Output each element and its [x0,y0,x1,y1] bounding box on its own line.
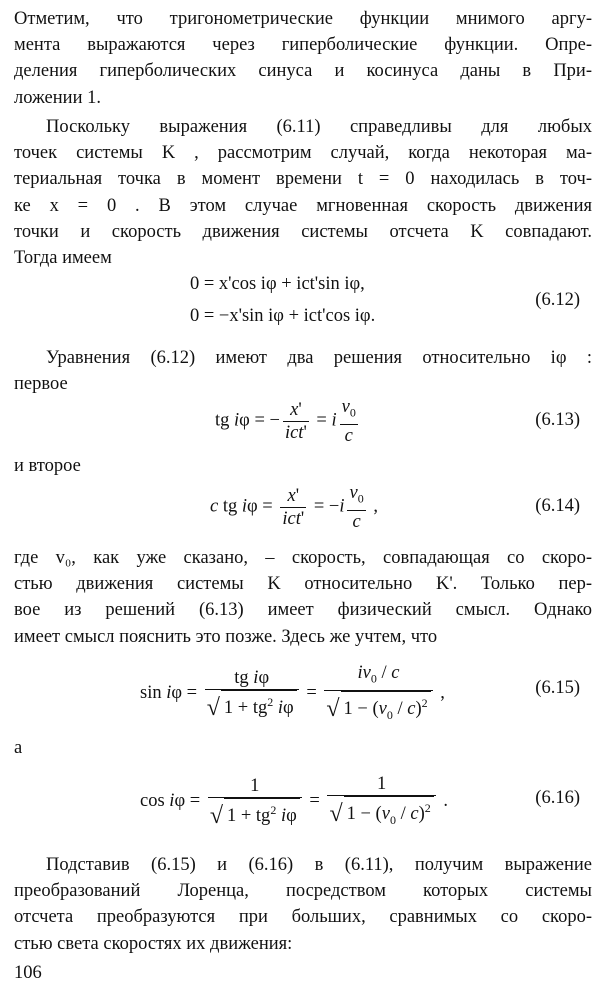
paragraph-4 [14,453,592,479]
text-line: точки и скорость движения системы отсчета K совпадают. [14,221,592,242]
text-line: мента выражаются через гиперболические функции. Опре- [14,35,592,56]
equation-number: (6.15) [535,678,580,698]
page-number: 106 [14,963,42,983]
text-line: деления гиперболических синуса и косинуса даны в При- [14,61,592,82]
text-line: преобразований Лоренца, посредством которых системы [14,881,592,902]
paragraph-7 [14,852,592,957]
equation-6-14: c tg iφ = $\frac{x'}{\text{ict'}}$ = −i $\frac{v_0}{c}$ , [210,483,378,532]
text-line: стью света скоростях их движения: [14,933,293,954]
equation-number: (6.14) [535,496,580,516]
text-line: териальная точка в момент времени t = 0 находилась в точ- [14,169,592,190]
text-line: стью движения системы K относительно K'. Только пер- [14,574,592,595]
equation-6-12-line-1: 0 = x'cos iφ + ict'sin iφ, [190,274,365,294]
text-line: вое из решений (6.13) имеет физический смысл. Однако [14,600,592,621]
paragraph-1 [14,6,592,111]
equation-number: (6.13) [535,410,580,430]
text-line: а [14,738,23,758]
text-line: ке x = 0 . В этом случае мгновенная скорость движения [14,195,592,216]
paragraph-3 [14,345,592,397]
paragraph-6 [14,735,592,761]
text-line: отсчета преобразуются при больших, сравнимых со скоро- [14,907,592,928]
text-line: Уравнения (6.12) имеют два решения относительно iφ : [46,348,592,368]
equation-6-12-line-2: 0 = −x'sin iφ + ict'cos iφ. [190,306,376,326]
text-line: Подставив (6.15) и (6.16) в (6.11), получим выражение [46,855,592,875]
equation-number: (6.16) [535,788,580,808]
text-line: ложении 1. [14,87,101,108]
paragraph-5 [14,545,592,650]
text-line: Тогда имеем [14,247,112,268]
text-line: Поскольку выражения (6.11) справедливы для любых [46,117,592,137]
equation-6-15: sin iφ = $\frac{\text{tg iφ}}{√ 1 + tg^2 i\varphi}$ = $\frac{iv_0 / c}{√ 1 - (v_0 / c)^2}$ , [140,662,445,726]
text-line: Отметим, что тригонометрические функции мнимого аргу- [14,9,592,29]
equation-number: (6.12) [535,290,580,310]
text-line: и второе [14,456,81,476]
equation-6-16: cos iφ = $\frac{1}{√ 1 + tg^2 i\varphi}$ = $\frac{1}{√ 1 - (v_0 / c)^2}$ . [140,774,448,830]
text-line: точек системы K , рассмотрим случай, когда некоторая ма- [14,143,592,164]
text-line: имеет смысл пояснить это позже. Здесь же учтем, что [14,626,438,647]
equation-6-13: tg iφ = − $\frac{x'}{\text{ict'}}$ = i $\frac{v_0}{c}$ [215,397,356,446]
paragraph-2 [14,114,592,271]
text-line: где v₀, как уже сказано, – скорость, совпадающая со скоро- [14,548,592,568]
text-line: первое [14,374,68,395]
